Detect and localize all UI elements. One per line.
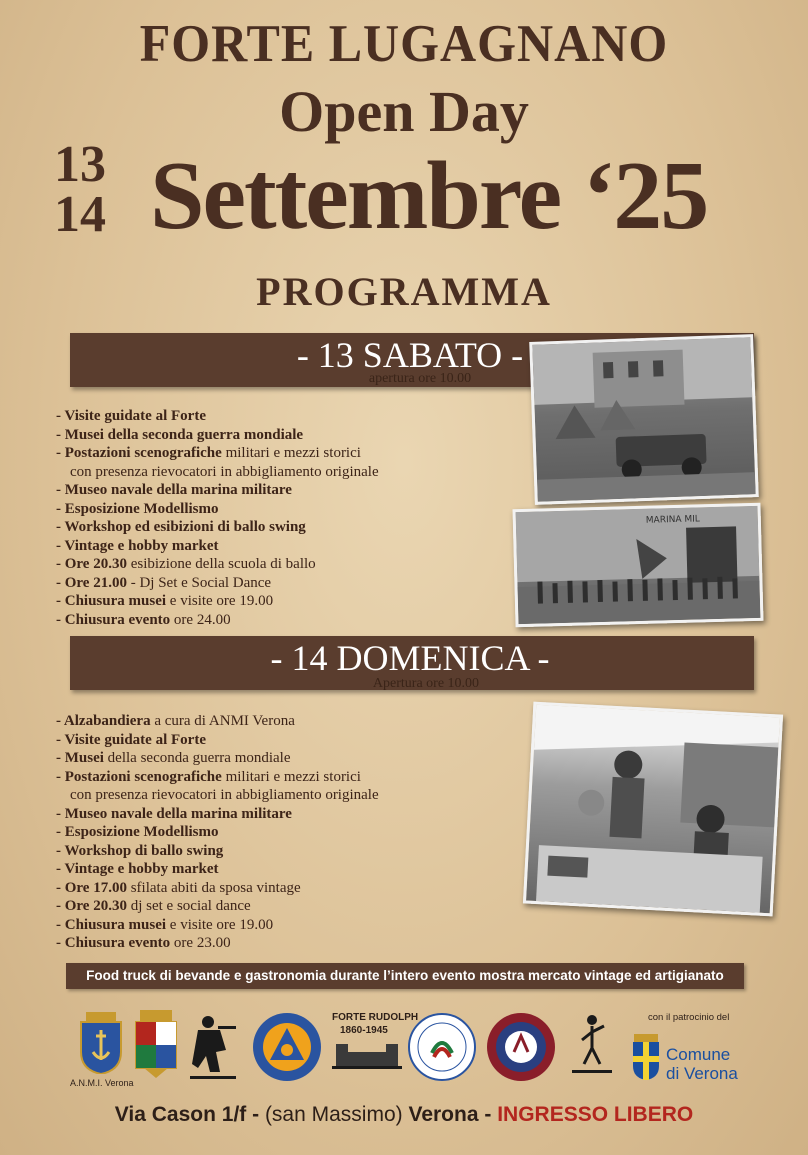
- program-item-bold: - Postazioni scenografiche: [56, 445, 222, 461]
- tricolor-seal-icon: [408, 1013, 476, 1081]
- program-item-bold: - Alzabandiera: [56, 713, 151, 729]
- program-item: [56, 611, 379, 630]
- program-item-text: dj set e social dance: [126, 898, 251, 914]
- program-item: [56, 500, 379, 519]
- patrocinio-label: con il patrocinio del: [648, 1012, 730, 1023]
- anmi-label: A.N.M.I. Verona: [70, 1078, 134, 1088]
- program-item-bold: - Chiusura musei: [56, 593, 167, 609]
- program-item: [56, 407, 379, 426]
- program-item: [56, 574, 379, 593]
- program-item-bold: - Vintage e hobby market: [56, 537, 219, 554]
- program-item: [56, 934, 379, 953]
- program-item: [56, 481, 379, 500]
- program-item-text: e visite ore 19.00: [166, 593, 274, 609]
- programma-heading: PROGRAMMA: [256, 269, 552, 314]
- program-item-bold: - Visite guidate al Forte: [56, 408, 206, 424]
- program-item: [56, 731, 379, 750]
- program-item: [56, 897, 379, 916]
- event-subtitle: Open Day: [279, 79, 529, 144]
- program-item-text: e visite ore 19.00: [166, 916, 274, 933]
- program-item: [56, 916, 379, 935]
- vintage-illustration: [526, 705, 780, 914]
- program-item: [56, 426, 379, 445]
- dance-club-icon: [486, 1012, 556, 1082]
- program-item-bold: - Museo navale della marina militare: [56, 805, 292, 822]
- soldier-silhouette-logo: [190, 1012, 236, 1084]
- footer-free-entry: INGRESSO LIBERO: [497, 1103, 694, 1126]
- marina-shield-icon: [134, 1010, 178, 1078]
- program-item: [56, 712, 379, 731]
- program-item-text: a cura di ANMI Verona: [150, 713, 295, 729]
- program-item: [56, 463, 379, 482]
- sabato-title: - 13 SABATO -: [296, 335, 524, 375]
- program-item: [56, 860, 379, 879]
- sabato-opening: apertura ore 10.00: [368, 371, 472, 386]
- program-item-text: sfilata abiti da sposa vintage: [126, 879, 301, 896]
- day-2: 14: [54, 186, 106, 243]
- program-item-bold: - Musei: [56, 750, 104, 766]
- program-item: [56, 592, 379, 611]
- dancer-figure-logo: [570, 1012, 614, 1078]
- program-item-bold: - Chiusura evento: [56, 611, 171, 628]
- program-item: [56, 768, 379, 787]
- soldier-icon: [190, 1012, 236, 1084]
- forte-rudolph-years: 1860-1945: [340, 1025, 388, 1036]
- program-item-text: con presenza rievocatori in abbigliamento originale: [70, 463, 379, 480]
- program-item: [56, 749, 379, 768]
- footer-city: Verona -: [408, 1103, 492, 1126]
- program-item: [56, 879, 379, 898]
- program-item: [56, 555, 379, 574]
- program-item: [56, 805, 379, 824]
- comune-label: Comune: [666, 1045, 731, 1064]
- swing-club-logo: [486, 1012, 556, 1082]
- program-item-bold: - Ore 20.30: [56, 898, 127, 914]
- marina-illustration: [516, 506, 761, 624]
- svg-text:MARINA MIL: MARINA MIL: [645, 514, 700, 526]
- footer-address: [0, 1103, 808, 1127]
- protezione-civile-logo: [252, 1012, 322, 1082]
- domenica-opening: Apertura ore 10.00: [372, 676, 480, 691]
- day-1: 13: [54, 136, 106, 193]
- program-item-bold: - Vintage e hobby market: [56, 861, 219, 877]
- program-item-bold: - Workshop ed esibizioni di ballo swing: [56, 519, 306, 535]
- sabato-photo-marina: [512, 503, 763, 627]
- domenica-photo-vintage-hair: [523, 702, 783, 917]
- verona-shield-icon: [632, 1034, 660, 1080]
- program-item: [56, 518, 379, 537]
- marina-crest-logo: [134, 1010, 178, 1078]
- program-item-bold: - Ore 20.30: [56, 556, 127, 572]
- di-verona-label: di Verona: [666, 1064, 738, 1083]
- program-item: [56, 537, 379, 556]
- sabato-photo-military-vehicles: [529, 334, 759, 505]
- event-days: [54, 136, 106, 243]
- program-item-text: con presenza rievocatori in abbigliamento originale: [70, 787, 379, 803]
- dancer-icon: [570, 1012, 614, 1078]
- anchor-shield-icon: [78, 1012, 124, 1074]
- civil-protection-icon: [252, 1012, 322, 1082]
- vehicles-illustration: [532, 337, 755, 502]
- program-item-text: ore 24.00: [170, 611, 231, 628]
- program-item-text: della seconda guerra mondiale: [103, 750, 291, 766]
- program-item-text: ore 23.00: [170, 935, 231, 951]
- program-item-bold: - Esposizione Modellismo: [56, 500, 219, 517]
- sabato-program-list: [56, 407, 379, 629]
- forte-rudolph-name: FORTE RUDOLPH: [332, 1012, 419, 1023]
- program-item: [56, 823, 379, 842]
- anmi-crest-logo: [78, 1012, 124, 1074]
- program-item-text: militari e mezzi storici: [221, 445, 361, 461]
- program-item-text: militari e mezzi storici: [221, 768, 361, 785]
- footer-street: Via Cason 1/f -: [114, 1103, 260, 1126]
- program-item-bold: - Chiusura evento: [56, 935, 171, 951]
- rievocazione-storica-logo: [408, 1013, 476, 1081]
- program-item-bold: - Esposizione Modellismo: [56, 824, 219, 840]
- program-item-bold: - Ore 17.00: [56, 879, 127, 896]
- program-item-text: esibizione della scuola di ballo: [126, 556, 316, 572]
- program-item: [56, 842, 379, 861]
- event-title: FORTE LUGAGNANO: [139, 13, 669, 73]
- domenica-program-list: [56, 712, 379, 953]
- program-item-bold: - Visite guidate al Forte: [56, 731, 206, 748]
- program-item-bold: - Workshop di ballo swing: [56, 842, 224, 859]
- program-item: [56, 444, 379, 463]
- forte-rudolph-logo: [332, 1012, 419, 1074]
- program-item-bold: - Chiusura musei: [56, 916, 167, 933]
- footer-district: (san Massimo): [259, 1103, 409, 1126]
- program-item: [56, 786, 379, 805]
- comune-verona-shield-logo: [632, 1034, 660, 1080]
- food-truck-banner: Food truck di bevande e gastronomia durante l’intero evento mostra mercato vintage ed artigianato: [66, 963, 744, 989]
- program-item-bold: - Postazioni scenografiche: [56, 768, 222, 785]
- program-item-bold: - Museo navale della marina militare: [56, 482, 292, 498]
- domenica-title: - 14 DOMENICA -: [270, 638, 550, 678]
- program-item-bold: - Musei della seconda guerra mondiale: [56, 426, 304, 443]
- fort-silhouette-icon: [332, 1040, 402, 1070]
- event-month-year: Settembre ‘25: [150, 142, 708, 250]
- program-item-bold: - Ore 21.00: [56, 574, 127, 591]
- program-item-text: - Dj Set e Social Dance: [126, 574, 272, 591]
